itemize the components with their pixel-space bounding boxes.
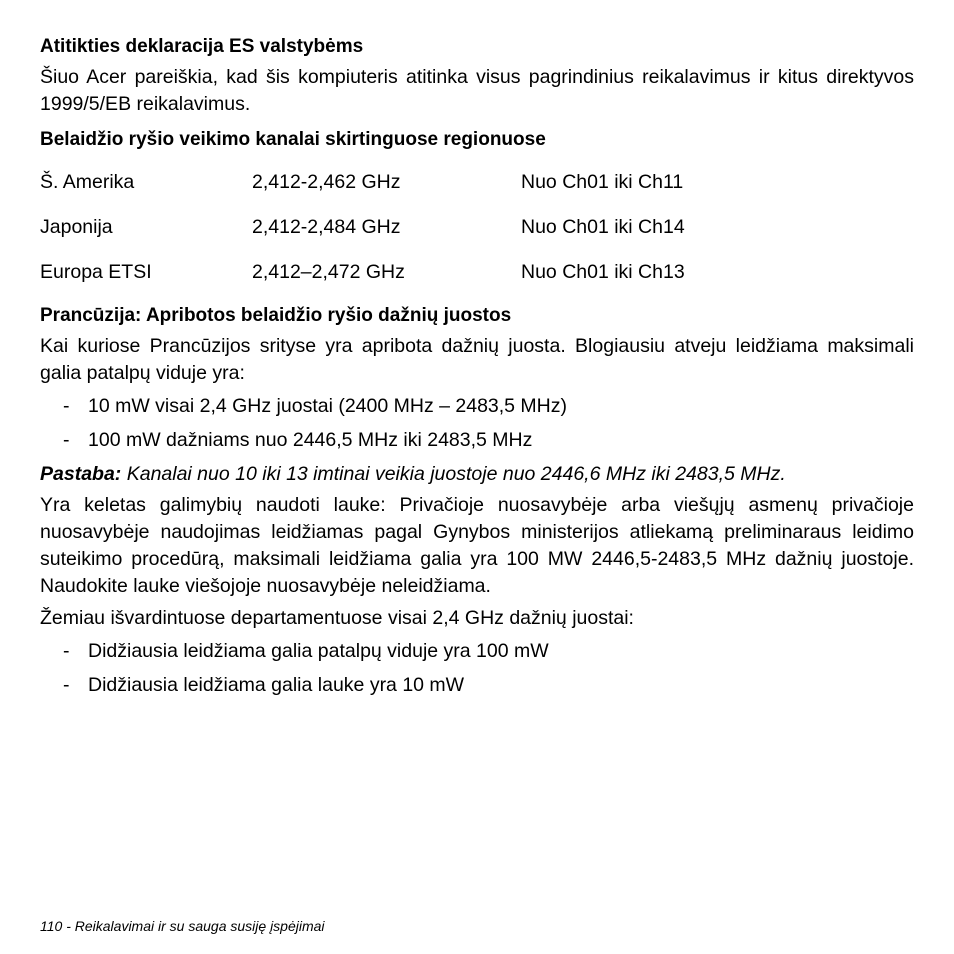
heading-france-restrictions: Prancūzija: Apribotos belaidžio ryšio dažnių juostos [40,305,512,326]
table-row [40,259,685,304]
list-item [40,393,914,420]
dash-bullet: - [63,395,70,417]
list-item-text: Didžiausia leidžiama galia patalpų viduje yra 100 mW [88,640,549,662]
dash-bullet: - [63,674,70,696]
departments-power-list [40,638,914,699]
channels-cell: Nuo Ch01 iki Ch11 [521,171,684,193]
frequency-cell: 2,412-2,484 GHz [252,216,401,238]
outdoor-use-text: Yra keletas galimybių naudoti lauke: Privačioje nuosavybėje arba viešųjų asmenų privačioje nuosavybėje naudojimas leidžiamas pagal Gynybos ministerijos atliekamą preliminaraus leidimo suteikimo procedūrą, maksimali leidžiama galia yra 100 MW 2446,5-2483,5 MHz dažnių juostoje. Naudokite lauke viešojoje nuosavybėje neleidžiama. [40,494,914,597]
document-page [40,34,914,706]
region-cell: Europa ETSI [40,261,152,283]
note-paragraph [40,461,914,488]
dash-bullet: - [63,429,70,451]
list-item-text: 100 mW dažniams nuo 2446,5 MHz iki 2483,5 MHz [88,429,533,451]
page-footer: 110 - Reikalavimai ir su sauga susiję įspėjimai [40,918,325,934]
channels-cell: Nuo Ch01 iki Ch14 [521,216,685,238]
region-cell: Japonija [40,216,113,238]
france-intro-text: Kai kuriose Prancūzijos srityse yra apribota dažnių juosta. Blogiausiu atveju leidžiama maksimali galia patalpų viduje yra: [40,335,914,384]
list-item-text: 10 mW visai 2,4 GHz juostai (2400 MHz – 2483,5 MHz) [88,395,568,417]
frequency-cell: 2,412–2,472 GHz [252,261,405,283]
channels-cell: Nuo Ch01 iki Ch13 [521,261,685,283]
region-cell: Š. Amerika [40,171,135,193]
note-label: Pastaba: [40,463,122,485]
table-row [40,214,685,259]
table-row [40,169,685,214]
heading-wireless-channels: Belaidžio ryšio veikimo kanalai skirtinguose regionuose [40,129,546,150]
list-item [40,427,914,454]
departments-text: Žemiau išvardintuose departamentuose visai 2,4 GHz dažnių juostai: [40,607,634,629]
list-item-text: Didžiausia leidžiama galia lauke yra 10 mW [88,674,465,696]
note-text: Kanalai nuo 10 iki 13 imtinai veikia juostoje nuo 2446,6 MHz iki 2483,5 MHz. [121,463,786,485]
list-item [40,672,914,699]
dash-bullet: - [63,640,70,662]
indoor-power-list [40,393,914,454]
frequency-cell: 2,412-2,462 GHz [252,171,401,193]
list-item [40,638,914,665]
channels-table [40,169,685,304]
heading-eu-declaration: Atitikties deklaracija ES valstybėms [40,36,364,57]
eu-declaration-text: Šiuo Acer pareiškia, kad šis kompiuteris atitinka visus pagrindinius reikalavimus ir kitus direktyvos 1999/5/EB reikalavimus. [40,66,914,115]
